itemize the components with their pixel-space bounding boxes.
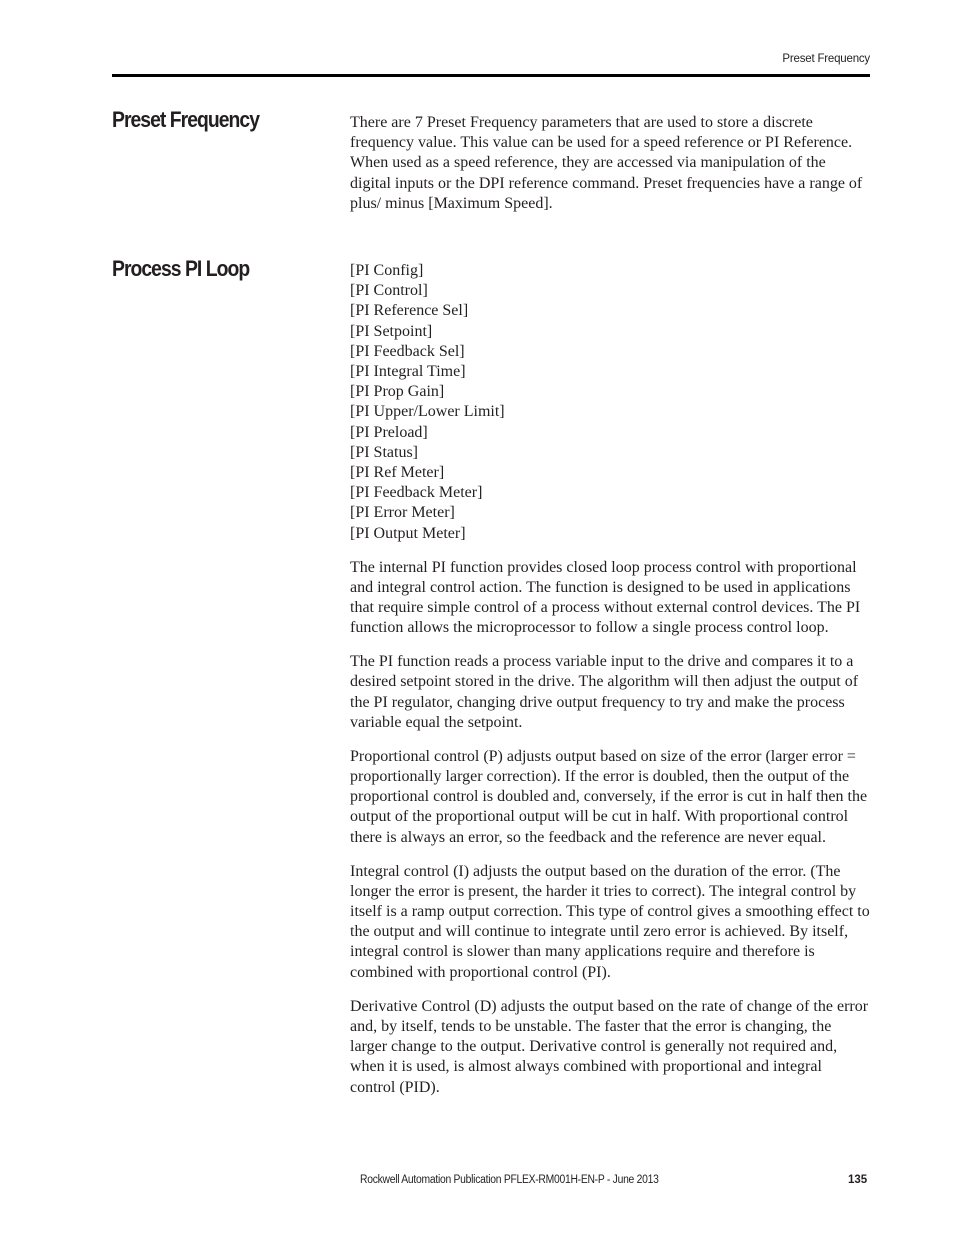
pi-parameter-item: [PI Control] [350,282,428,300]
pi-description-paragraph: The internal PI function provides closed loop process control with proportional and integral control action. The function is designed to be used in applications that require simple control of a process without external control devices. The PI function allows the microprocessor to follow a single process control loop. [350,558,861,637]
pi-parameter-item: [PI Feedback Sel] [350,342,465,360]
header-rule [112,74,870,77]
preset-frequency-body [350,113,870,228]
pi-parameter-item: [PI Config] [350,262,424,279]
pi-parameter-item: [PI Prop Gain] [350,383,445,401]
section-title-preset-frequency: Preset Frequency [112,107,260,132]
pi-parameter-item: [PI Status] [350,443,418,461]
process-pi-loop-body [350,261,870,1112]
pi-parameter-item: [PI Feedback Meter] [350,484,483,502]
pi-parameter-item: [PI Upper/Lower Limit] [350,403,505,421]
preset-frequency-paragraph: There are 7 Preset Frequency parameters that are used to store a discrete frequency value. This value can be used for a speed reference or PI Reference. When used as a speed reference, they are accessed via manipulation of the digital inputs or the DPI reference command. Preset frequencies have a range of plus/ minus [Maximum Speed]. [350,114,863,212]
pi-parameter-item: [PI Preload] [350,423,428,441]
integral-control-paragraph: Integral control (I) adjusts the output based on the duration of the error. (The longer the error is present, the harder it tries to correct). The integral control by itself is a ramp output correction. This type of control gives a smoothing effect to the output and will continue to integrate until zero error is achieved. By itself, integral control is slower than many applications require and therefore is combined with proportional control (PI). [350,862,870,981]
pi-parameter-item: [PI Integral Time] [350,363,466,381]
derivative-control-paragraph: Derivative Control (D) adjusts the output based on the rate of change of the error and, by itself, tends to be unstable. The faster that the error is changing, the larger change to the output. Derivative control is generally not required and, when it is used, is almost always combined with proportional and integral control (PID). [350,997,869,1096]
section-title-process-pi-loop: Process PI Loop [112,256,250,281]
pi-algorithm-paragraph: The PI function reads a process variable input to the drive and compares it to a desired setpoint stored in the drive. The algorithm will then adjust the output of the PI regulator, changing drive output frequency to try and make the process variable equal the setpoint. [350,653,859,731]
proportional-control-paragraph: Proportional control (P) adjusts output based on size of the error (larger error = proportionally larger correction). If the error is doubled, then the output of the proportional control is doubled and, conversely, if the error is cut in half then the output of the proportional output will be cut in half. With proportional control there is always an error, so the feedback and the reference are never equal. [350,747,868,846]
pi-parameter-item: [PI Setpoint] [350,322,433,340]
pi-parameter-item: [PI Output Meter] [350,524,466,542]
footer-publication: Rockwell Automation Publication PFLEX-RM001H-EN-P - June 2013 [360,1174,659,1186]
page-number: 135 [848,1174,868,1186]
running-head: Preset Frequency [782,53,870,65]
pi-parameter-item: [PI Reference Sel] [350,302,469,320]
pi-parameter-list [350,261,870,544]
pi-parameter-item: [PI Error Meter] [350,504,455,522]
pi-parameter-item: [PI Ref Meter] [350,464,445,482]
